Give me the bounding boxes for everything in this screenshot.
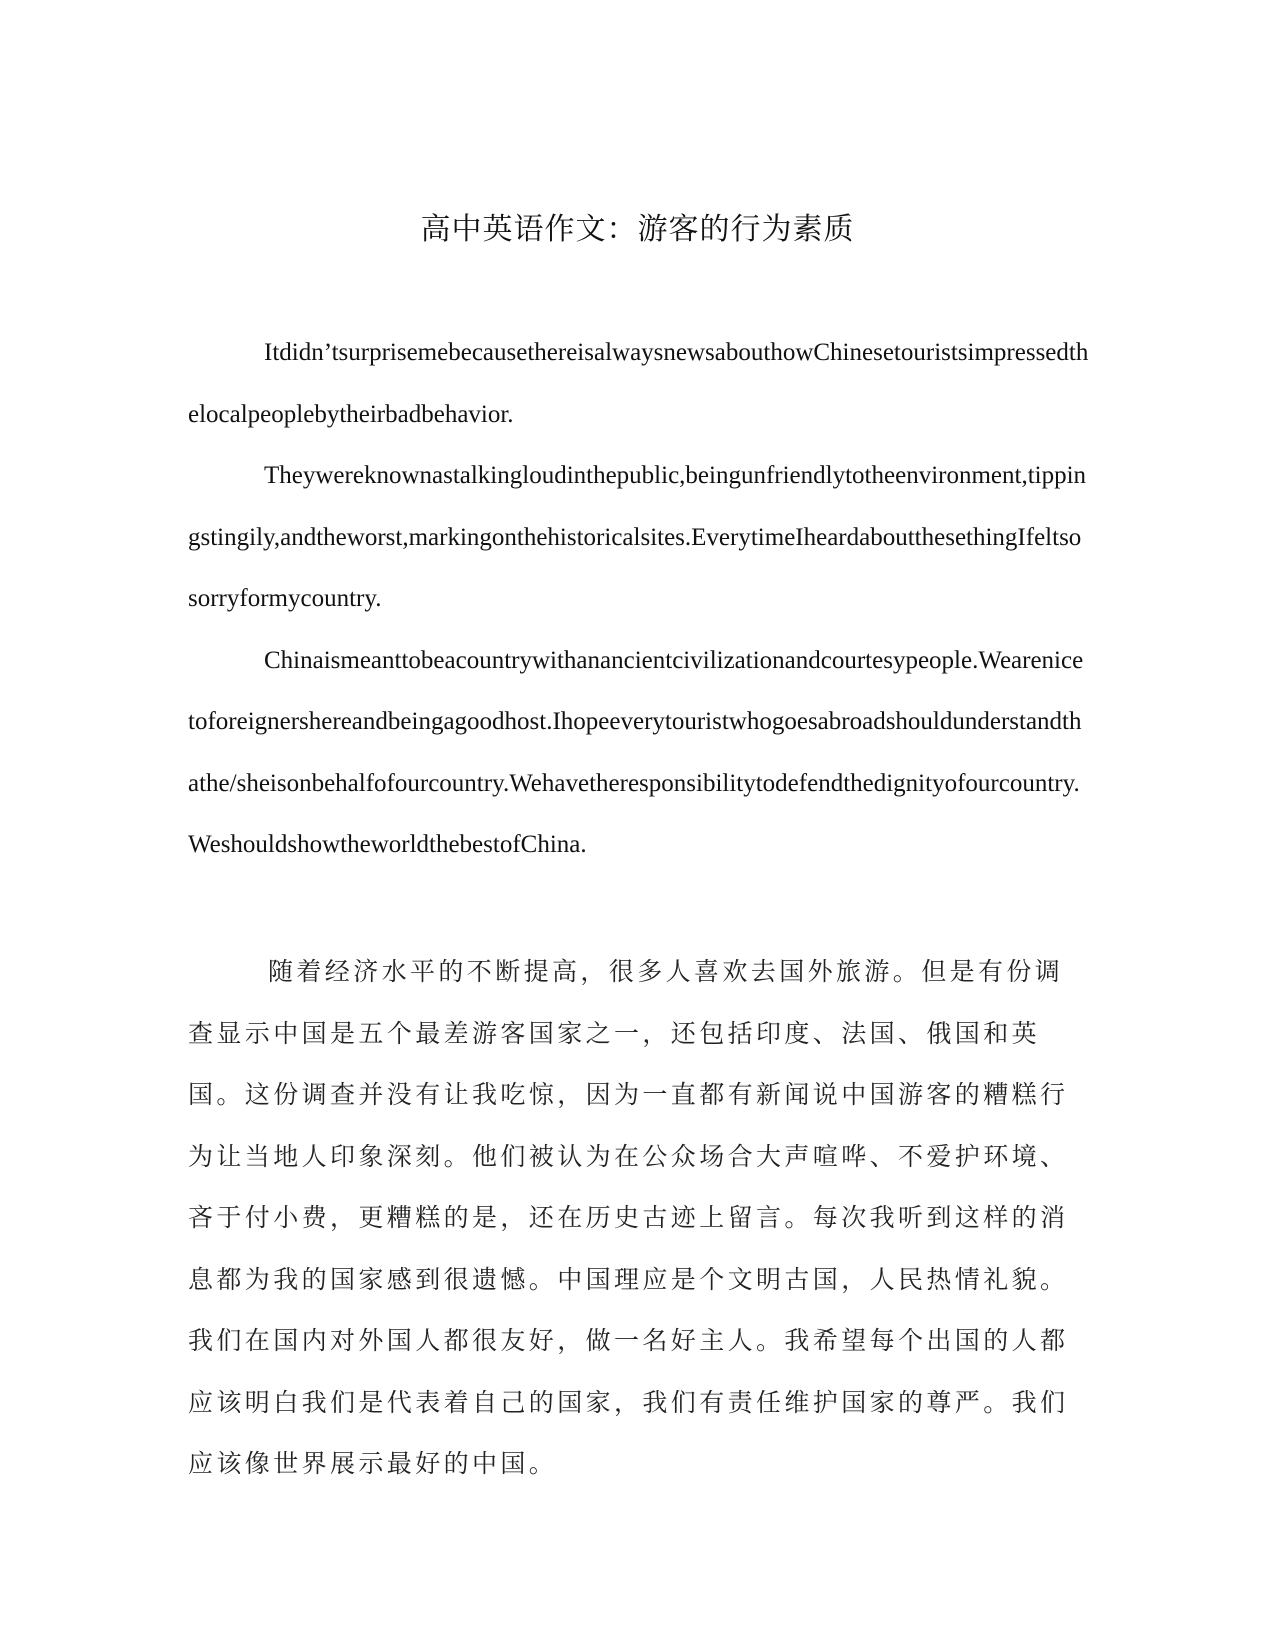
english-paragraph-2: Theywereknownastalkingloudinthepublic,beingunfriendlytotheenvironment,tippingstingily,andtheworst,markingonthehistoricalsites.EverytimeIheardaboutthesethingIfeltsosorryformycountry. bbox=[188, 462, 1087, 612]
english-essay bbox=[188, 322, 1090, 876]
document-title: 高中英语作文：游客的行为素质 bbox=[420, 212, 855, 247]
english-paragraph-3: Chinaismeanttobeacountrywithanancientcivilizationandcourtesypeople.Wearenicetoforeignershereandbeingagoodhost.Ihopeeverytouristwhogoesabroadshouldunderstandthathe/sheisonbehalfofourcountry.Wehavetheresponsibilitytodefendthedignityofourcountry.WeshouldshowtheworldthebestofChina. bbox=[188, 646, 1084, 858]
chinese-paragraph: 随着经济水平的不断提高，很多人喜欢去国外旅游。但是有份调查显示中国是五个最差游客国家之一，还包括印度、法国、俄国和英国。这份调查并没有让我吃惊，因为一直都有新闻说中国游客的糟糕行为让当地人印象深刻。他们被认为在公众场合大声喧哗、不爱护环境、吝于付小费，更糟糕的是，还在历史古迹上留言。每次我听到这样的消息都为我的国家感到很遗憾。中国理应是个文明古国，人民热情礼貌。我们在国内对外国人都很友好，做一名好主人。我希望每个出国的人都应该明白我们是代表着自己的国家，我们有责任维护国家的尊严。我们应该像世界展示最好的中国。 bbox=[188, 957, 1069, 1478]
english-paragraph-1: Itdidn’tsurprisemebecausethereisalwaysnewsabouthowChinesetouristsimpressedthelocalpeoplebytheirbadbehavior. bbox=[188, 339, 1089, 428]
chinese-translation bbox=[188, 941, 1072, 1495]
